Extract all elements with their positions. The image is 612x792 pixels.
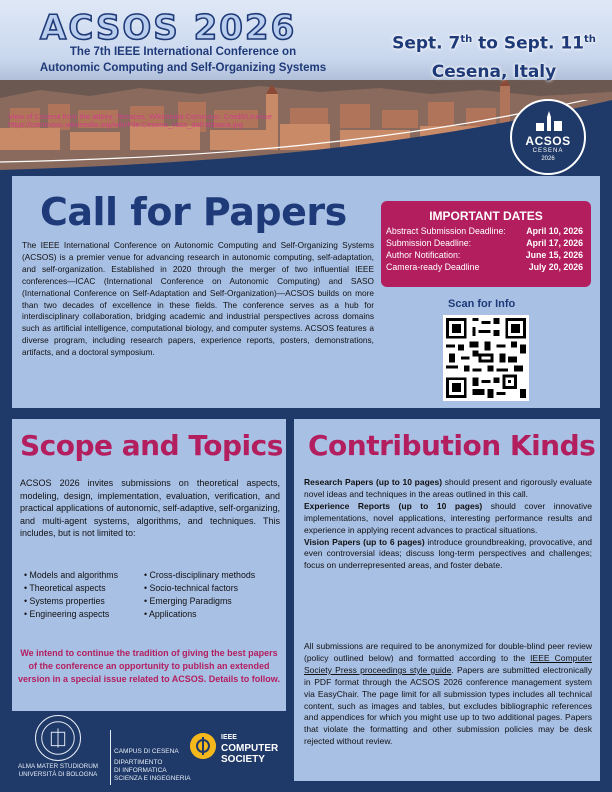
ieee-logo-icon [190, 733, 216, 759]
contribution-kinds-list [304, 477, 592, 572]
submission-policy: All submissions are required to be anonymized for double-blind peer review (policy outlined below) and formatted according to the IEEE Computer Society Press proceedings style guide. Papers are submitted electronically in PDF format through the ACSOS 2026 conference management system via EasyChair. The page limit for all submission types includes all technical content, such as images and tables, but excludes bibliographic references and appendices for which you might use up to two additional pages. Papers that violate the formatting and other submission policies may be desk rejected without review. [304, 641, 592, 747]
list-item: • Models and algorithms [24, 569, 144, 582]
scan-for-info-label: Scan for Info [448, 298, 516, 310]
list-item: • Applications [144, 608, 280, 621]
header-banner [0, 0, 612, 182]
list-item: • Emerging Paradigms [144, 595, 280, 608]
date-row: Camera-ready Deadline July 20, 2026 [386, 262, 583, 272]
conference-location: Cesena, Italy [431, 61, 557, 82]
footer-divider [110, 730, 111, 785]
date-row: Abstract Submission Deadline: April 10, 2026 [386, 226, 583, 236]
subtitle-line-2: Autonomic Computing and Self-Organizing Systems [39, 62, 327, 74]
acsos-cesena-badge [510, 99, 586, 175]
ieee-computer-society: IEEE COMPUTER SOCIETY [221, 734, 279, 765]
conference-dates [390, 26, 598, 86]
qr-code-icon[interactable] [443, 315, 529, 401]
badge-subtitle: CESENA [532, 148, 564, 154]
topics-list [24, 569, 280, 621]
list-item: • Cross-disciplinary methods [144, 569, 280, 582]
badge-title: ACSOS [525, 134, 571, 148]
unibo-name: ALMA MATER STUDIORUM UNIVERSITÀ DI BOLOGNA [18, 763, 98, 778]
unibo-seal-icon [35, 715, 81, 761]
cfp-body: The IEEE International Conference on Autonomic Computing and Self-Organizing Systems (ACSOS) is a premier venue for advancing research in autonomic computing, self-adaptation, and self-organization. Established in 2020 through the merger of two influential IEEE conferences—ICAC (International Conference on Autonomic Computing) and SASO (International Conference on Self-Adaptation and Self-Organization)—ACSOS builds on more than two decades of excellence in these fields. The conference serves as a hub for interdisciplinary collaboration, bridging academic and industrial perspectives across domains such as artificial intelligence, computational biology, and computer systems. ACSOS features a diverse program, including research papers, experience reports, posters, demonstrations, artifacts, and a doctoral symposium. [22, 240, 374, 358]
important-dates-title: IMPORTANT DATES [429, 209, 543, 223]
badge-tower-icon [530, 109, 568, 135]
date-row: Submission Deadline: April 17, 2026 [386, 238, 583, 248]
photo-caption: View of Cesena from the abbey. Terraces, Wikimedia Commons. Credit/License https://commons.wikimedia.org/wiki/File:Cesena_vista_dall'abbazia.jpg [8, 112, 272, 129]
list-item: Experience Reports (up to 10 pages) should cover innovative implementations, novel applications, interesting performance results and experience in applying recent advances to practical situations. [304, 500, 592, 535]
cfp-heading: Call for Papers [40, 190, 347, 234]
contribution-heading: Contribution Kinds [308, 429, 596, 462]
badge-year: 2026 [541, 156, 555, 162]
list-item: • Engineering aspects [24, 608, 144, 621]
conference-subtitle [18, 44, 348, 76]
call-for-papers-panel [12, 176, 600, 408]
list-item: Vision Papers (up to 6 pages) introduce groundbreaking, provocative, and even controversial ideas; discuss long-term perspectives and challenges; focus on underrepresented areas, and foster debate. [304, 536, 592, 571]
style-guide-link[interactable]: IEEE Computer Society Press proceedings style guide [304, 652, 592, 675]
campus-department: CAMPUS DI CESENA DIPARTIMENTO DI INFORMATICA SCIENZA E INGEGNERIA [114, 748, 191, 782]
scope-heading: Scope and Topics [20, 429, 283, 462]
subtitle-line-1: The 7th IEEE International Conference on [69, 46, 297, 58]
list-item: • Socio-technical factors [144, 582, 280, 595]
conference-logo-text: ACSOS 2026 [40, 8, 297, 48]
scope-topics-panel [12, 419, 286, 711]
list-item: • Systems properties [24, 595, 144, 608]
contribution-kinds-panel [294, 419, 600, 781]
list-item: Research Papers (up to 10 pages) should present and rigorously evaluate novel ideas and techniques in the areas outlined in this call. [304, 477, 592, 499]
important-dates-box [381, 201, 591, 287]
special-issue-note: We intend to continue the tradition of giving the best papers of the conference an opportunity to publish an extended version in a special issue related to ACSOS. Details to follow. [18, 648, 280, 684]
scope-body: ACSOS 2026 invites submissions on theoretical aspects, modeling, design, implementation, evaluation, verification, and practical applications of autonomic, self-adaptive, self-organizing, and multi-agent systems, algorithms, and techniques. This includes, but is not limited to: [20, 478, 280, 539]
date-row: Author Notification: June 15, 2026 [386, 250, 583, 260]
date-range: Sept. 7th to Sept. 11th [392, 33, 596, 54]
list-item: • Theoretical aspects [24, 582, 144, 595]
